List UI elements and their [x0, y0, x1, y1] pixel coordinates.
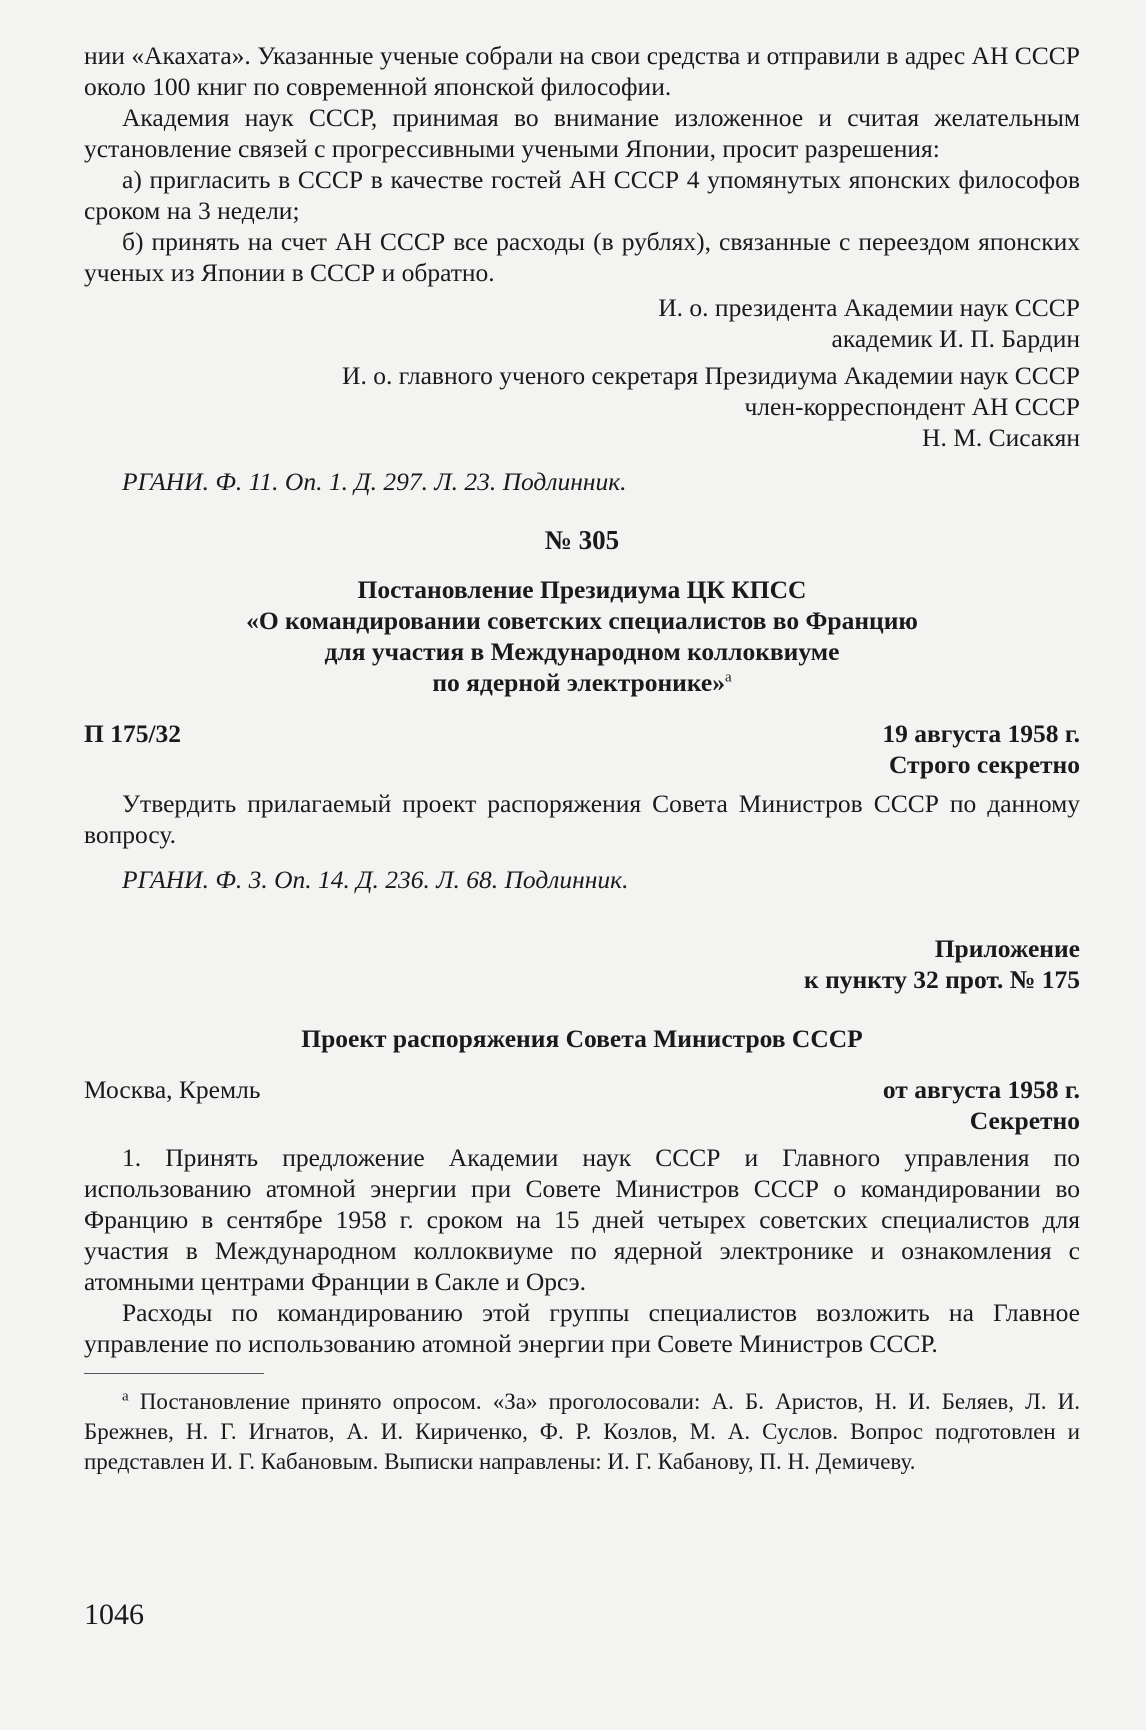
signature-title: И. о. главного ученого секретаря Президиума Академии наук СССР [342, 361, 1080, 390]
paragraph-request: Академия наук СССР, принимая во внимание изложенное и считая желательным установление связей с прогрессивными учеными Японии, просит разрешения: [84, 103, 1080, 163]
document-title [84, 574, 1080, 698]
secrecy-label: Строго секретно [888, 750, 1080, 779]
page-number: 1046 [84, 1598, 144, 1631]
archive-source: РГАНИ. Ф. 11. Оп. 1. Д. 297. Л. 23. Подлинник. [122, 467, 627, 496]
archive-source: РГАНИ. Ф. 3. Оп. 14. Д. 236. Л. 68. Подлинник. [122, 865, 629, 894]
project-paragraph-2: Расходы по командированию этой группы специалистов возложить на Главное управление по использованию атомной энергии при Совете Министров СССР. [84, 1298, 1080, 1358]
signature-secretary [84, 360, 1080, 453]
title-line: для участия в Международном коллоквиуме [324, 637, 840, 666]
footnote-marker: а [122, 1388, 129, 1405]
appendix-reference: к пункту 32 прот. № 175 [804, 965, 1080, 994]
signature-name: академик И. П. Бардин [831, 324, 1080, 353]
document-page [84, 40, 1080, 1477]
resolution-text: Утвердить прилагаемый проект распоряжения Совета Министров СССР по данному вопросу. [84, 789, 1080, 849]
appendix-label: Приложение [934, 934, 1080, 963]
title-line: «О командировании советских специалистов во Францию [246, 606, 918, 635]
title-line-last [84, 667, 1080, 698]
footnote-divider [84, 1373, 264, 1374]
appendix-heading [84, 933, 1080, 995]
paragraph-item-a: а) пригласить в СССР в качестве гостей АН СССР 4 упомянутых японских философов сроком на 3 недели; [84, 165, 1080, 225]
title-line: по ядерной электронике» [432, 668, 725, 697]
protocol-number: П 175/32 [84, 719, 182, 748]
footnote-text: Постановление принято опросом. «За» проголосовали: А. Б. Аристов, Н. И. Беляев, Л. И. Брежнев, Н. Г. Игнатов, А. И. Кириченко, Ф. Р. Козлов, М. А. Суслов. Вопрос подготовлен и представлен И. Г. Кабановым. Выписки направлены: И. Г. Кабанову, П. Н. Демичеву. [84, 1389, 1080, 1474]
footnote-marker: а [725, 669, 732, 686]
project-date: от августа 1958 г. [882, 1075, 1080, 1104]
project-header-row [84, 1074, 1080, 1105]
document-number: № 305 [544, 525, 620, 555]
footnote-body [84, 1389, 1080, 1474]
footnote [84, 1379, 1080, 1477]
project-place: Москва, Кремль [84, 1075, 261, 1104]
signature-president [84, 292, 1080, 354]
signature-rank: член-корреспондент АН СССР [744, 392, 1080, 421]
project-title: Проект распоряжения Совета Министров СССР [301, 1024, 863, 1053]
paragraph-continuation: нии «Акахата». Указанные ученые собрали на свои средства и отправили в адрес АН СССР около 100 книг по современной японской философии. [84, 41, 1080, 101]
protocol-row [84, 718, 1080, 749]
document-date: 19 августа 1958 г. [882, 719, 1080, 748]
paragraph-item-b: б) принять на счет АН СССР все расходы (в рублях), связанные с переездом японских ученых из Японии в СССР и обратно. [84, 227, 1080, 287]
signature-name: Н. М. Сисакян [922, 423, 1080, 452]
signature-title: И. о. президента Академии наук СССР [658, 293, 1080, 322]
project-paragraph-1: 1. Принять предложение Академии наук СССР и Главного управления по использованию атомной энергии при Совете Министров СССР о командировании во Францию в сентябре 1958 г. сроком на 15 дней четырех советских специалистов для участия в Международном коллоквиуме по ядерной электронике и ознакомления с атомными центрами Франции в Сакле и Орсэ. [84, 1143, 1080, 1296]
project-secrecy: Секретно [969, 1106, 1080, 1135]
title-line: Постановление Президиума ЦК КПСС [357, 575, 807, 604]
